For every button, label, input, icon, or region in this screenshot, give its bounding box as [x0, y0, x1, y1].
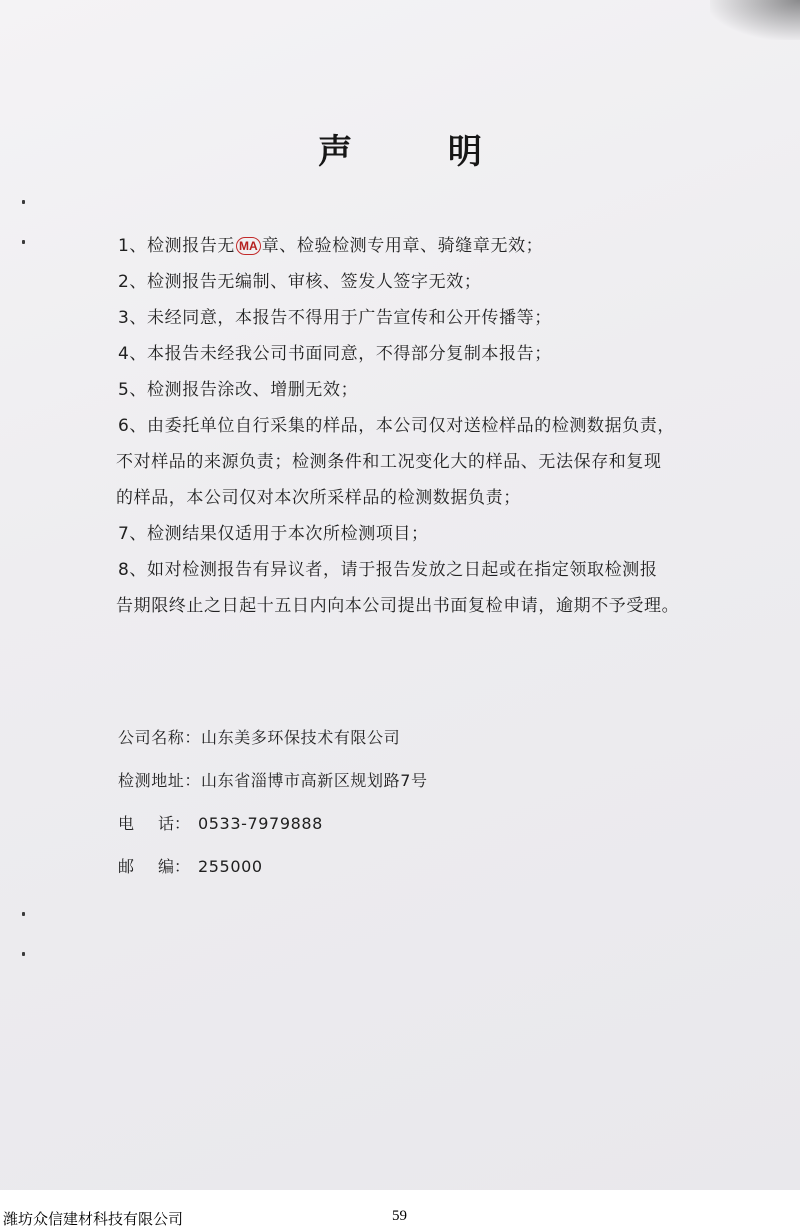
company-name-value: 山东美多环保技术有限公司: [201, 728, 401, 747]
statement-item: [118, 228, 718, 264]
company-name-label: 公司名称：: [118, 728, 202, 747]
address-label: 检测地址：: [118, 771, 202, 790]
statement-item: 4、本报告未经我公司书面同意，不得部分复制本报告；: [118, 344, 552, 364]
statement-item: 5、检测报告涂改、增删无效；: [118, 380, 359, 400]
company-name-row: [118, 716, 718, 759]
statement-item: 3、未经同意，本报告不得用于广告宣传和公开传播等；: [118, 308, 552, 328]
postcode-row: [118, 845, 718, 888]
statement-item: 的样品，本公司仅对本次所采样品的检测数据负责；: [116, 488, 521, 508]
address-row: [118, 759, 718, 802]
postcode-value: 255000: [198, 857, 263, 876]
statement-list: [118, 228, 718, 624]
margin-dot: [22, 240, 25, 244]
postcode-label: 邮 编：: [118, 857, 191, 876]
statement-item: 2、检测报告无编制、审核、签发人签字无效；: [118, 272, 482, 292]
margin-dot: [22, 200, 25, 204]
statement-item: 8、如对检测报告有异议者，请于报告发放之日起或在指定领取检测报: [118, 560, 658, 580]
phone-row: [118, 802, 718, 845]
footer-company: 潍坊众信建材科技有限公司: [3, 1210, 184, 1228]
statement-item: 不对样品的来源负责；检测条件和工况变化大的样品、无法保存和复现: [116, 452, 662, 472]
page-title: 声 明: [318, 132, 524, 172]
statement-item: 告期限终止之日起十五日内向本公司提出书面复检申请，逾期不予受理。: [116, 596, 680, 616]
phone-label: 电 话：: [118, 814, 191, 833]
margin-dot: [22, 952, 25, 956]
page-number: 59: [392, 1208, 407, 1224]
address-value: 山东省淄博市高新区规划路7号: [201, 771, 428, 790]
statement-text: 1、检测报告无: [118, 236, 236, 256]
ma-seal-icon: MA: [236, 237, 261, 255]
company-info: [118, 716, 718, 888]
margin-dot: [22, 912, 25, 916]
corner-shadow: [710, 0, 800, 40]
statement-item: 7、检测结果仅适用于本次所检测项目；: [118, 524, 429, 544]
statement-text: 章、检验检测专用章、骑缝章无效；: [261, 236, 544, 256]
phone-value: 0533-7979888: [198, 814, 323, 833]
statement-item: 6、由委托单位自行采集的样品，本公司仅对送检样品的检测数据负责，: [118, 416, 676, 436]
